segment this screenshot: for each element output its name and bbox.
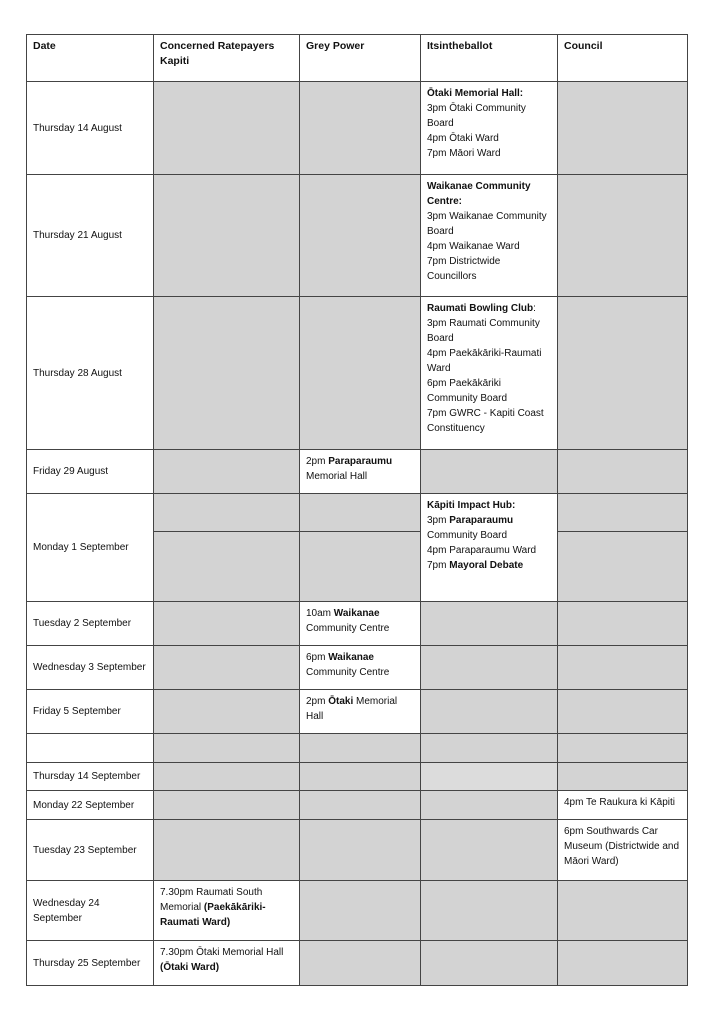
venue-name: Ōtaki [328, 696, 354, 707]
empty-cell [300, 82, 421, 175]
venue-name: Waikanae Community Centre: [427, 181, 531, 207]
empty-cell [154, 602, 300, 646]
empty-cell [300, 941, 421, 986]
event-line: 4pm Waikanae Ward [427, 241, 520, 252]
date-cell [27, 734, 154, 763]
venue-name: Paraparaumu [328, 456, 393, 467]
event-line: 3pm Ōtaki Community Board [427, 103, 526, 129]
empty-cell [421, 734, 558, 763]
header-row [27, 35, 688, 82]
table-row [27, 763, 688, 791]
empty-cell [300, 494, 421, 532]
event-line: 3pm Raumati Community Board [427, 318, 540, 344]
event-cell: 4pm Te Raukura ki Kāpiti [558, 791, 688, 820]
empty-cell [154, 690, 300, 734]
venue-name: Ōtaki Memorial Hall: [427, 88, 524, 99]
empty-cell [558, 734, 688, 763]
table-row [27, 820, 688, 881]
empty-cell [154, 820, 300, 881]
table-row [27, 881, 688, 941]
empty-cell [300, 820, 421, 881]
table-row [27, 450, 688, 494]
date-cell: Monday 1 September [27, 494, 154, 602]
ward-name: (Ōtaki Ward) [160, 962, 220, 973]
event-cell: 10am Waikanae Community Centre [300, 602, 421, 646]
empty-cell [154, 734, 300, 763]
date-cell: Thursday 25 September [27, 941, 154, 986]
empty-cell [300, 763, 421, 791]
empty-cell [154, 82, 300, 175]
venue-suffix: : [533, 303, 536, 314]
empty-cell [154, 646, 300, 690]
empty-cell [558, 602, 688, 646]
table-row [27, 734, 688, 763]
event-cell: 7.30pm Ōtaki Memorial Hall (Ōtaki Ward) [154, 941, 300, 986]
event-cell [421, 297, 558, 450]
event-line: 6pm Paekākāriki Community Board [427, 378, 508, 404]
date-cell: Thursday 14 September [27, 763, 154, 791]
table-row [27, 791, 688, 820]
empty-cell [300, 532, 421, 602]
empty-cell [421, 941, 558, 986]
venue-line [427, 301, 551, 316]
empty-cell [154, 450, 300, 494]
col-header-concerned-ratepayers: Concerned Ratepayers Kapiti [154, 35, 300, 82]
empty-cell [558, 646, 688, 690]
empty-cell [154, 532, 300, 602]
empty-cell [421, 690, 558, 734]
event-line: 3pm Waikanae Community Board [427, 211, 547, 237]
empty-cell [300, 734, 421, 763]
table-row [27, 494, 688, 532]
empty-cell [300, 791, 421, 820]
event-line: 4pm Paekākāriki-Raumati Ward [427, 348, 542, 374]
empty-cell [558, 763, 688, 791]
table-row [27, 82, 688, 175]
empty-cell [558, 690, 688, 734]
date-cell: Wednesday 24 September [27, 881, 154, 941]
event-line: 7pm GWRC - Kapiti Coast Constituency [427, 408, 544, 434]
event-cell [421, 175, 558, 297]
col-header-grey-power: Grey Power [300, 35, 421, 82]
event-cell: 2pm Ōtaki Memorial Hall [300, 690, 421, 734]
empty-cell [154, 175, 300, 297]
empty-cell [421, 791, 558, 820]
event-cell: 7.30pm Raumati South Memorial (Paekākāriki-Raumati Ward) [154, 881, 300, 941]
venue-name: Raumati Bowling Club [427, 303, 534, 314]
event-line: 4pm Ōtaki Ward [427, 133, 499, 144]
empty-cell [154, 763, 300, 791]
date-cell: Wednesday 3 September [27, 646, 154, 690]
empty-cell [154, 791, 300, 820]
venue-name: Waikanae [333, 608, 380, 619]
empty-cell [558, 881, 688, 941]
date-cell: Friday 5 September [27, 690, 154, 734]
date-cell: Monday 22 September [27, 791, 154, 820]
event-cell: 2pm Paraparaumu Memorial Hall [300, 450, 421, 494]
venue-name: Waikanae [328, 652, 374, 663]
event-line: 3pm Paraparaumu Community Board [427, 515, 514, 541]
empty-cell [421, 820, 558, 881]
table-row [27, 646, 688, 690]
table-row [27, 602, 688, 646]
table-row [27, 941, 688, 986]
event-line: 7pm Mayoral Debate [427, 560, 524, 571]
col-header-itsintheballot: Itsintheballot [421, 35, 558, 82]
empty-cell [421, 881, 558, 941]
table-row [27, 175, 688, 297]
empty-cell [558, 494, 688, 532]
event-cell [421, 494, 558, 602]
empty-cell [558, 532, 688, 602]
empty-cell [558, 175, 688, 297]
empty-cell [558, 82, 688, 175]
empty-cell [154, 297, 300, 450]
event-cell: 6pm Southwards Car Museum (Districtwide and Māori Ward) [558, 820, 688, 881]
col-header-date: Date [27, 35, 154, 82]
empty-cell [421, 763, 558, 791]
date-cell: Friday 29 August [27, 450, 154, 494]
empty-cell [558, 297, 688, 450]
event-line: 7pm Districtwide Councillors [427, 256, 501, 282]
empty-cell [300, 881, 421, 941]
empty-cell [558, 450, 688, 494]
empty-cell [558, 941, 688, 986]
event-line: 7pm Māori Ward [427, 148, 501, 159]
date-cell: Tuesday 23 September [27, 820, 154, 881]
table-row [27, 690, 688, 734]
empty-cell [421, 602, 558, 646]
venue-name: Kāpiti Impact Hub: [427, 500, 516, 511]
date-cell: Thursday 14 August [27, 82, 154, 175]
col-header-council: Council [558, 35, 688, 82]
empty-cell [300, 297, 421, 450]
event-cell [421, 82, 558, 175]
empty-cell [154, 494, 300, 532]
table-row [27, 297, 688, 450]
empty-cell [300, 175, 421, 297]
date-cell: Thursday 21 August [27, 175, 154, 297]
empty-cell [421, 450, 558, 494]
event-line: 4pm Paraparaumu Ward [427, 545, 537, 556]
event-cell: 6pm Waikanae Community Centre [300, 646, 421, 690]
events-schedule-table [26, 34, 688, 986]
ward-name: (Paekākāriki-Raumati Ward) [160, 902, 266, 928]
date-cell: Tuesday 2 September [27, 602, 154, 646]
date-cell: Thursday 28 August [27, 297, 154, 450]
empty-cell [421, 646, 558, 690]
